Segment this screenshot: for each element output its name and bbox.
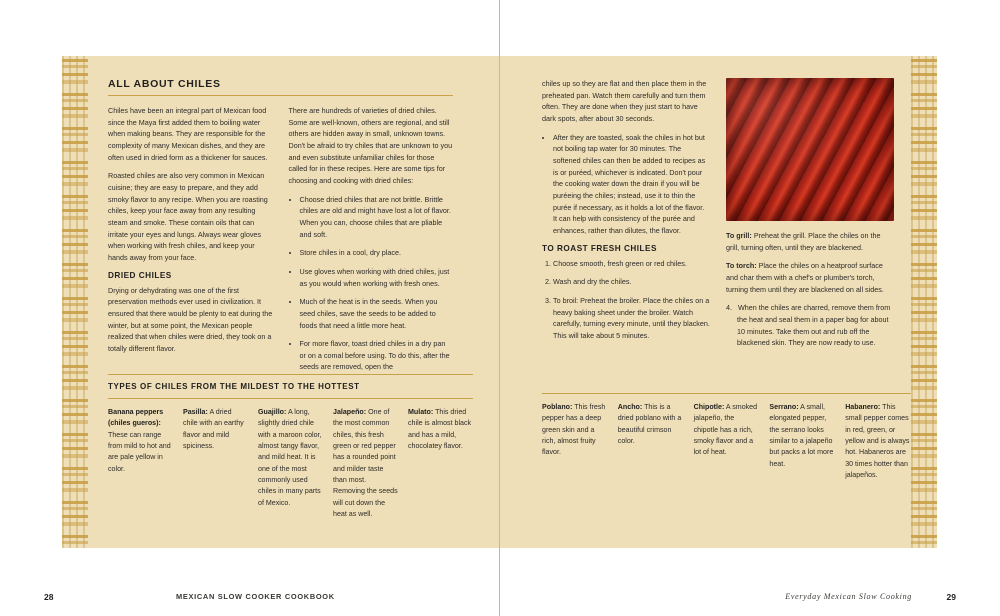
chile-name: Mulato: xyxy=(408,408,434,416)
paragraph: chiles up so they are flat and then place them in the preheated pan. Watch them carefully and turn them often. They are done when they just start to have dark spots, after about 30 seconds. xyxy=(542,79,707,123)
chile-entry xyxy=(618,402,684,481)
page-number-right: 29 xyxy=(946,592,956,602)
ornament-border-left xyxy=(62,56,88,548)
chile-entry xyxy=(108,407,173,520)
to-grill-lead: To grill: xyxy=(726,231,752,240)
running-head-left: MEXICAN SLOW COOKER COOKBOOK xyxy=(176,592,335,601)
list-item: • After they are toasted, soak the chiles in hot but not boiling tap water for 30 minutes. The softened chiles can then be added to recipes as is or puréed, whichever is indicated. Don't pour the cooking water down the drain if you will be puréeing the chiles; instead, use it to thin the purée if necessary, as it holds a lot of the flavor. It can help with consistency of the purée and enhances, rather than dilutes, the flavor. xyxy=(553,132,710,237)
paragraph: Chiles have been an integral part of Mexican food since the Maya first added them to boiling water when making beans. They are responsible for the complexity of many Mexican dishes, and they are often used in dried form as a thickener for sauces. xyxy=(108,106,268,162)
subheading-dried-chiles: DRIED CHILES xyxy=(108,270,172,280)
list-item: 1. Choose smooth, fresh green or red chiles. xyxy=(553,258,710,270)
list-item: • Store chiles in a cool, dry place. xyxy=(300,247,454,259)
ornament-border-right xyxy=(911,56,937,548)
chile-name: Guajillo: xyxy=(258,408,287,416)
chile-table-title: TYPES OF CHILES FROM THE MILDEST TO THE HOTTEST xyxy=(108,382,360,391)
list-item: • Use gloves when working with dried chiles, just as you would when working with fresh ones. xyxy=(300,266,454,289)
chile-description: A dried chile with an earthy flavor and mild spiciness. xyxy=(183,408,244,451)
chile-entry xyxy=(542,402,608,481)
chile-entry xyxy=(694,402,760,481)
paragraph: There are hundreds of varieties of dried chiles. Some are well-known, others are regional, and still others are hidden away in small, unknown towns. Don't be afraid to try chiles that are unknown to you and even substitute unfamiliar chiles for those called for in these recipes. Here are some tips for choosing and cooking with dried chiles: xyxy=(288,106,453,185)
page-left xyxy=(62,56,499,548)
list-item: • For more flavor, toast dried chiles in a dry pan or on a comal before using. To do this, after the seeds are removed, open the xyxy=(300,338,454,373)
chile-description: A small, elongated pepper, the serrano looks similar to a jalapeño but packs a lot more heat. xyxy=(769,403,834,468)
page-number-left: 28 xyxy=(44,592,54,602)
table-divider-2 xyxy=(108,398,473,399)
chile-description: A smoked jalapeño, the chipotle has a rich, smoky flavor and a lot of heat. xyxy=(693,403,758,457)
left-column-1 xyxy=(108,105,273,380)
list-item: 3. To broil: Preheat the broiler. Place the chiles on a heavy baking sheet under the broiler. Watch carefully, turning every minute, until they blacken. This will take about 5 minutes. xyxy=(553,295,710,342)
chile-entry xyxy=(258,407,323,520)
page-right-content xyxy=(526,56,911,548)
list-item: • Much of the heat is in the seeds. When you seed chiles, save the seeds to be added to foods that need a little more heat. xyxy=(300,296,454,331)
chile-name: Pasilla: xyxy=(183,408,208,416)
chile-entry xyxy=(845,402,911,481)
list-item: • Choose dried chiles that are not brittle. Brittle chiles are old and might have lost a lot of flavor. When you can, choose chiles that are pliable and soft. xyxy=(300,194,454,241)
running-head-right: Everyday Mexican Slow Cooking xyxy=(785,592,912,601)
chile-name: Ancho: xyxy=(617,403,643,411)
chile-description: This fresh pepper has a deep green skin and a rich, almost fruity flavor. xyxy=(542,403,606,457)
chile-description: A long, slightly dried chile with a maroon color, almost tangy flavor, and mild heat. It is one of the most commonly used chiles in many parts of Mexico. xyxy=(258,408,322,507)
page-right xyxy=(500,56,937,548)
step-number: 4. xyxy=(726,303,732,313)
right-column-2 xyxy=(726,78,894,356)
subheading-roast-fresh-chiles: TO ROAST FRESH CHILES xyxy=(542,243,657,253)
right-page-columns xyxy=(542,78,894,356)
chile-description: This dried chile is almost black and has a mild, chocolatey flavor. xyxy=(408,408,472,451)
chile-entries-right xyxy=(542,402,911,481)
chile-name: Habanero: xyxy=(845,403,881,411)
left-page-columns xyxy=(108,105,453,380)
paragraph: Drying or dehydrating was one of the first preservation methods ever used in civilization. It ensured that there would be plenty to eat during the winter, but at some point, the Mexican people realized that when chiles were dried, they took on a totally different flavor. xyxy=(108,285,273,353)
right-column-1 xyxy=(542,78,710,356)
chile-name: Chipotle: xyxy=(693,403,725,411)
page-left-content xyxy=(88,56,473,548)
to-torch-text: Place the chiles on a heatproof surface and char them with a chef's or plumber's torch, turning them until they are blackened on all sides. xyxy=(726,261,884,294)
chile-name: Serrano: xyxy=(769,403,799,411)
list-item: 2. Wash and dry the chiles. xyxy=(553,276,710,288)
paragraph xyxy=(726,302,894,349)
roasting-steps-list xyxy=(542,258,710,342)
paragraph xyxy=(726,230,894,253)
chile-description: These can range from mild to hot and are pale yellow in color. xyxy=(108,430,171,473)
chile-name: Jalapeño: xyxy=(333,408,367,416)
chile-entry xyxy=(769,402,835,481)
table-divider-right xyxy=(542,393,911,394)
dried-chile-tips-list xyxy=(289,194,454,374)
table-divider xyxy=(108,374,473,375)
left-column-2 xyxy=(289,105,454,380)
final-step-text: When the chiles are charred, remove them from the heat and seal them in a paper bag for about 10 minutes. Take them out and rub off the blackened skin. They are now ready to use. xyxy=(737,303,891,348)
toasting-tips-list xyxy=(542,132,710,237)
page-title: ALL ABOUT CHILES xyxy=(108,78,221,90)
chile-entry xyxy=(333,407,398,520)
chile-entry xyxy=(408,407,473,520)
to-torch-lead: To torch: xyxy=(726,261,757,271)
chile-description: This small pepper comes in red, green, or yellow and is always hot. Habaneros are 30 times hotter than jalapeños. xyxy=(845,403,910,480)
to-grill-text: Preheat the grill. Place the chiles on the grill, turning often, until they are blackened. xyxy=(726,231,881,252)
chile-name: Poblano: xyxy=(542,403,573,411)
chile-peppers-photo xyxy=(726,78,894,221)
chile-name: Banana peppers (chiles gueros): xyxy=(108,408,164,428)
paragraph: Roasted chiles are also very common in Mexican cuisine; they are easy to prepare, and they add smoky flavor to any recipe. When you are roasting chiles, keep your face away from any resulting steam and smoke. These contain oils that can irritate your eyes and lungs. Always wear gloves when working with fresh chiles, and keep your hands away from your face. xyxy=(108,171,268,262)
chile-entry xyxy=(183,407,248,520)
chile-description: One of the most common chiles, this fresh green or red pepper has a rounded point and milder taste than most. Removing the seeds will cut down the heat as well. xyxy=(333,408,398,519)
title-rule xyxy=(108,95,453,96)
paragraph xyxy=(726,260,894,295)
chile-description: This is a dried poblano with a beautiful crimson color. xyxy=(617,403,682,446)
chile-entries-left xyxy=(108,407,473,520)
